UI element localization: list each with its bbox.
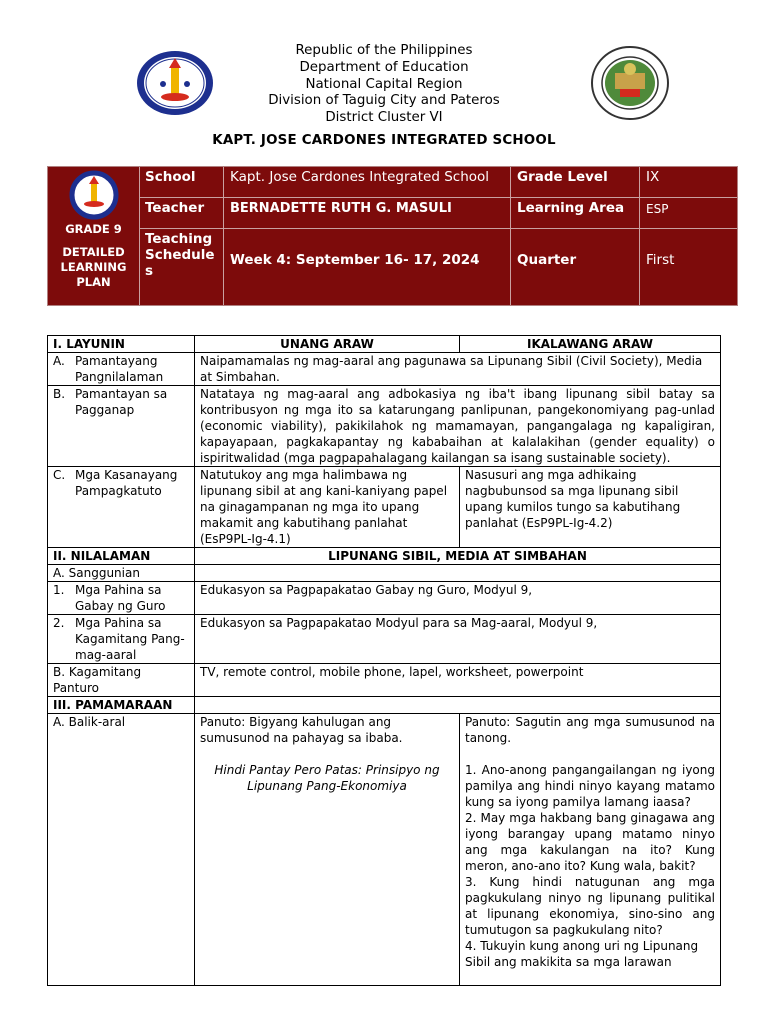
school-title: KAPT. JOSE CARDONES INTEGRATED SCHOOL [212, 132, 556, 148]
kasanayang-day1-cell [195, 467, 460, 548]
teacher-label: Teacher [139, 198, 224, 229]
table-row [48, 714, 721, 986]
table-row [48, 697, 721, 714]
kasanayang-day1-text: Natutukoy ang mga halimbawa ng lipunang sibil at ang kani-kaniyang papel na ginagampanan ng mga ito upang makamit ang kabutihang panlahat [200, 468, 448, 530]
sanggunian-label: A. Sanggunian [48, 565, 195, 582]
deped-seal-icon [69, 170, 119, 220]
table-row [48, 565, 721, 582]
table-row [48, 336, 721, 353]
pamamaraan-heading: III. PAMAMARAAN [48, 697, 195, 714]
kasanayang-day2-text: Nasusuri ang mga adhikaing nagbubunsod sa mga lipunang sibil upang kumilos tungo sa kabutihang panlahat (EsP9PL-Ig-4.2) [460, 467, 721, 548]
balik-aral-day2-instruction: Panuto: Sagutin ang mga sumusunod na tanong. [465, 715, 715, 745]
pamantayan-sa-pagganap-label: Pamantayan sa Pagganap [75, 387, 168, 417]
row-label [48, 615, 195, 664]
learning-area-label: Learning Area [511, 198, 640, 229]
balik-aral-day1-instruction: Panuto: Bigyang kahulugan ang sumusunod na pahayag sa ibaba. [200, 715, 403, 745]
balik-aral-day1-cell [195, 714, 460, 986]
row-label [48, 467, 195, 548]
sanggunian-empty-cell [195, 565, 721, 582]
row-number: A. [53, 354, 65, 368]
pamamaraan-empty-cell [195, 697, 721, 714]
balik-aral-day1-quote: Hindi Pantay Pero Patas: Prinsipyo ng Lipunang Pang-Ekonomiya [214, 763, 440, 793]
gabay-guro-value: Edukasyon sa Pagpapakatao Gabay ng Guro, Modyul 9, [195, 582, 721, 615]
nilalaman-heading: II. NILALAMAN [48, 548, 195, 565]
table-row [48, 386, 721, 467]
quarter-value: First [646, 252, 675, 268]
grade-plan-cell [48, 167, 140, 305]
teacher-value: BERNADETTE RUTH G. MASULI [224, 198, 511, 229]
pamantayan-sa-pagganap-text: Natataya ng mag-aaral ang adbokasiya ng iba't ibang lipunang sibil batay sa kontribusyon ng mga ito sa katarungang panlipunan, pangekonomiyang pag-unlad (economic viability), pakikilahok ng mamamayan, pangangalaga ng kapaligiran, kapayapaan, pagkakapantay ng kababaihan at kalalakihan (gender equality) o ispiritwalidad (mga pagpapahalagang kailangan sa isang sustainable society). [195, 386, 721, 467]
kasanayang-day1-code: (EsP9PL-Ig-4.1) [200, 532, 291, 546]
quarter-label: Quarter [511, 229, 640, 305]
grade-level-value: IX [640, 167, 737, 198]
layunin-heading: I. LAYUNIN [48, 336, 195, 353]
row-label [48, 582, 195, 615]
row-number: B. [53, 387, 66, 401]
grade-label: GRADE 9 [65, 222, 122, 236]
school-value: Kapt. Jose Cardones Integrated School [224, 167, 511, 198]
learning-area-value: ESP [640, 198, 737, 229]
plan-label: DETAILED LEARNING PLAN [60, 245, 127, 289]
grade-level-label: Grade Level [511, 167, 640, 198]
pamantayang-pangnilalaman-text: Naipamamalas ng mag-aaral ang pagunawa sa Lipunang Sibil (Civil Society), Media at Simbahan. [195, 353, 721, 386]
row-number: C. [53, 468, 66, 482]
kagamitang-panturo-value: TV, remote control, mobile phone, lapel, worksheet, powerpoint [195, 664, 721, 697]
row-label [48, 353, 195, 386]
lesson-plan-table [47, 335, 721, 986]
table-row [48, 582, 721, 615]
school-label: School [139, 167, 224, 198]
nilalaman-value: LIPUNANG SIBIL, MEDIA AT SIMBAHAN [195, 548, 721, 565]
balik-aral-label: A. Balik-aral [48, 714, 195, 986]
header-line-division: Division of Taguig City and Pateros [268, 93, 500, 109]
header-line-district: District Cluster VI [325, 110, 443, 126]
schedule-label: Teaching Schedules [139, 229, 224, 305]
table-row [48, 615, 721, 664]
gabay-guro-label: Mga Pahina sa Gabay ng Guro [75, 583, 166, 613]
header-line-country: Republic of the Philippines [295, 43, 473, 58]
lesson-info-table [47, 166, 738, 306]
table-row [48, 548, 721, 565]
header-line-department: Department of Education [299, 59, 469, 75]
pamantayang-pangnilalaman-label: Pamantayang Pangnilalaman [75, 354, 164, 384]
document-header [0, 43, 768, 150]
row-label [48, 386, 195, 467]
kagamitang-mag-aaral-label: Mga Pahina sa Kagamitang Pang-mag-aaral [75, 616, 185, 662]
day1-heading: UNANG ARAW [195, 336, 460, 353]
balik-aral-day2-cell [460, 714, 721, 986]
table-row [48, 353, 721, 386]
question-2: 2. May mga hakbang bang ginagawa ang iyong barangay upang matamo ninyo ang mga kakulangan na ito? Kung meron, ano-ano ito? Kung wala, bakit? [465, 811, 715, 873]
kagamitang-panturo-label: B. Kagamitang Panturo [48, 664, 195, 697]
day2-heading: IKALAWANG ARAW [460, 336, 721, 353]
kasanayang-label: Mga Kasanayang Pampagkatuto [75, 468, 178, 498]
table-row [48, 467, 721, 548]
header-line-region: National Capital Region [305, 76, 463, 92]
kagamitang-mag-aaral-value: Edukasyon sa Pagpapakatao Modyul para sa Mag-aaral, Modyul 9, [195, 615, 721, 664]
question-1: 1. Ano-anong pangangailangan ng iyong pamilya ang hindi ninyo kayang matamo kung sa iyong pamilya lamang iaasa? [465, 763, 715, 809]
row-number: 2. [53, 616, 65, 630]
table-row [48, 664, 721, 697]
question-3: 3. Kung hindi natugunan ang mga pagkukulang ninyo ng lipunang pulitikal at lipunang ekonomiya, sino-sino ang tumutugon sa pagkukulang nito? [465, 875, 715, 937]
row-number: 1. [53, 583, 65, 597]
question-4: 4. Tukuyin kung anong uri ng Lipunang Sibil ang makikita sa mga larawan [465, 939, 699, 969]
schedule-value: Week 4: September 16- 17, 2024 [224, 229, 511, 305]
